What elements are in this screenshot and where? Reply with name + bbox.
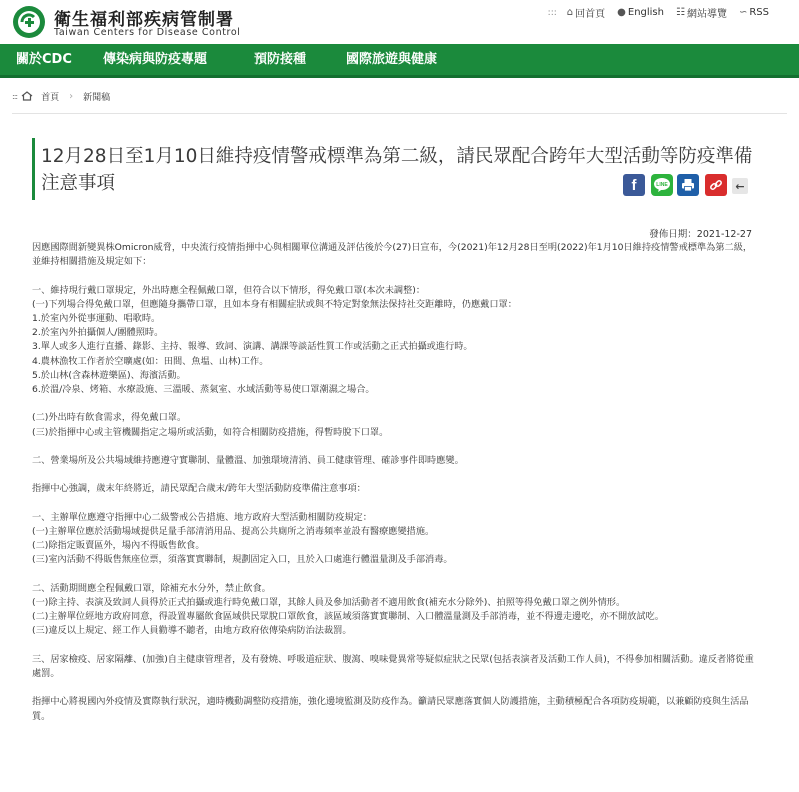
article-paragraph: 指揮中心將視國內外疫情及實際執行狀況，適時機動調整防疫措施，強化邊境監測及防疫作為。籲請民眾應落實個人防護措施，主動積極配合各項防疫規範，以兼顧防疫與生活品質。 bbox=[32, 696, 749, 722]
facebook-share-button[interactable] bbox=[623, 174, 645, 196]
divider bbox=[12, 113, 787, 114]
nav-item-vaccination[interactable]: 預防接種 bbox=[254, 52, 307, 67]
print-button[interactable] bbox=[677, 174, 699, 196]
home-icon: ⌂ bbox=[566, 7, 574, 18]
top-link-rss[interactable] bbox=[739, 7, 769, 18]
article-paragraph: 三、居家檢疫、居家隔離、(加強)自主健康管理者，及有發燒、呼吸道症狀、腹瀉、嗅味覺異常等疑似症狀之民眾(包括表演者及活動工作人員)，不得參加相關活動。違反者將從重處罰。 bbox=[32, 653, 754, 679]
brand-name-en: Taiwan Centers for Disease Control bbox=[54, 27, 241, 38]
publish-date: 發佈日期：2021-12-27 bbox=[649, 229, 752, 240]
top-link-english-label: English bbox=[627, 7, 664, 18]
facebook-icon: f bbox=[631, 176, 637, 194]
paragraph-spacer bbox=[32, 397, 754, 411]
article-paragraph: (二)除指定販賣區外，場內不得販售飲食。 bbox=[32, 540, 205, 552]
page-title: 12月28日至1月10日維持疫情警戒標準為第二級，請民眾配合跨年大型活動等防疫準備注意事項 bbox=[41, 146, 753, 194]
top-link-sitemap[interactable] bbox=[676, 5, 727, 20]
top-link-home[interactable] bbox=[567, 5, 605, 20]
breadcrumb-current[interactable]: 新聞稿 bbox=[83, 92, 111, 103]
line-share-button[interactable] bbox=[651, 174, 673, 196]
nav-item-travel[interactable]: 國際旅遊與健康 bbox=[346, 52, 438, 67]
article-paragraph: 二、營業場所及公共場域維持應遵守實聯制、量體溫、加強環境清消、員工健康管理、確診事件即時應變。 bbox=[32, 455, 464, 466]
breadcrumb-dots[interactable]: ::: bbox=[12, 91, 18, 101]
sitemap-icon: ☷ bbox=[675, 7, 685, 18]
article-paragraph: 一、維持現行戴口罩規定，外出時應全程佩戴口罩，但符合以下情形，得免戴口罩(本次未調整)： bbox=[32, 284, 426, 296]
article-paragraph: (一)除主持、表演及致詞人員得於正式拍攝或進行時免戴口罩，其餘人員及參加活動者不適用飲食(補充水分除外)、拍照等得免戴口罩之例外情形。 bbox=[32, 596, 626, 608]
paragraph-spacer bbox=[32, 639, 754, 653]
printer-icon bbox=[681, 178, 695, 192]
paragraph-spacer bbox=[32, 497, 754, 511]
breadcrumb bbox=[0, 85, 799, 107]
paragraph-spacer bbox=[32, 468, 754, 482]
article-paragraph: (一)主辦單位應於活動場域提供足量手部清消用品、提高公共廁所之消毒頻率並設有醫療應變措施。 bbox=[32, 525, 435, 537]
article-body bbox=[32, 241, 754, 724]
line-icon bbox=[653, 177, 671, 193]
article-paragraph: (三)於指揮中心或主管機關指定之場所或活動，如符合相關防疫措施，得暫時脫下口罩。 bbox=[32, 426, 389, 438]
title-accent-bar bbox=[32, 138, 35, 200]
accesskey-dots[interactable]: ::: bbox=[547, 7, 557, 18]
paragraph-spacer bbox=[32, 568, 754, 582]
rss-icon: ∽ bbox=[738, 7, 748, 18]
article-paragraph: 1.於室內外從事運動、唱歌時。 bbox=[32, 313, 161, 324]
article-paragraph: (三)室內活動不得販售無座位票，須落實實聯制，規劃固定入口，且於入口處進行體溫量測及手部消毒。 bbox=[32, 554, 453, 566]
article-paragraph: (二)外出時有飲食需求，得免戴口罩。 bbox=[32, 412, 187, 424]
main-nav bbox=[0, 44, 799, 78]
cdc-logo-icon[interactable] bbox=[12, 5, 46, 39]
copy-link-button[interactable] bbox=[705, 174, 727, 196]
back-button[interactable] bbox=[732, 178, 748, 194]
nav-item-diseases[interactable]: 傳染病與防疫專題 bbox=[103, 52, 208, 67]
article-paragraph: 2.於室內外拍攝個人/團體照時。 bbox=[32, 327, 164, 339]
article-paragraph: 5.於山林(含森林遊樂區)、海濱活動。 bbox=[32, 369, 186, 381]
line-icon-text: LINE bbox=[656, 182, 668, 188]
article-paragraph: (二)主辦單位經地方政府同意，得設置專屬飲食區域供民眾脫口罩飲食，該區域須落實實聯制、入口體溫量測及手部消毒，並不得邊走邊吃，亦不開放試吃。 bbox=[32, 611, 664, 623]
top-link-sitemap-label: 網站導覽 bbox=[686, 9, 727, 20]
top-link-rss-label: RSS bbox=[749, 7, 769, 18]
article-paragraph: 因應國際間新變異株Omicron威脅，中央流行疫情指揮中心與相關單位溝通及評估後於今(27)日宣布，今(2021)年12月28日至明(2022)年1月10日維持疫情警戒標準為第二級，並維持相關措施及規定如下： bbox=[32, 242, 753, 268]
article-paragraph: 一、主辦單位應遵守指揮中心二級警戒公告措施、地方政府大型活動相關防疫規定： bbox=[32, 511, 372, 523]
arrow-left-icon: ← bbox=[735, 179, 745, 193]
home-icon bbox=[21, 91, 33, 101]
top-link-home-label: 回首頁 bbox=[575, 9, 606, 20]
article-paragraph: 3.單人或多人進行直播、錄影、主持、報導、致詞、演講、講課等談話性質工作或活動之正式拍攝或進行時。 bbox=[32, 341, 473, 353]
article-paragraph: 6.於溫/冷泉、烤箱、水療設施、三溫暖、蒸氣室、水域活動等易使口罩潮濕之場合。 bbox=[32, 384, 375, 396]
article-paragraph: (三)違反以上規定、經工作人員勸導不聽者，由地方政府依傳染病防治法裁罰。 bbox=[32, 625, 352, 637]
article-paragraph: 4.農林漁牧工作者於空曠處(如：田間、魚塭、山林)工作。 bbox=[32, 355, 269, 367]
article-paragraph: 指揮中心強調，歲末年終將近，請民眾配合歲末/跨年大型活動防疫準備注意事項： bbox=[32, 483, 366, 495]
paragraph-spacer bbox=[32, 440, 754, 454]
article-paragraph: (一)下列場合得免戴口罩，但應隨身攜帶口罩，且如本身有相關症狀或與不特定對象無法保持社交距離時，仍應戴口罩： bbox=[32, 298, 517, 310]
paragraph-spacer bbox=[32, 681, 754, 695]
link-icon bbox=[709, 178, 723, 192]
brand-name-cn[interactable]: 衛生福利部疾病管制署 bbox=[54, 10, 234, 30]
paragraph-spacer bbox=[32, 269, 754, 283]
top-link-english[interactable] bbox=[617, 7, 664, 18]
chevron-right-icon: › bbox=[69, 90, 74, 102]
article-paragraph: 二、活動期間應全程佩戴口罩，除補充水分外，禁止飲食。 bbox=[32, 582, 271, 594]
site-header bbox=[0, 0, 799, 44]
globe-icon: ● bbox=[617, 7, 626, 18]
nav-item-about[interactable]: 關於CDC bbox=[16, 52, 72, 67]
breadcrumb-home[interactable]: 首頁 bbox=[41, 92, 60, 103]
top-links bbox=[548, 5, 769, 20]
